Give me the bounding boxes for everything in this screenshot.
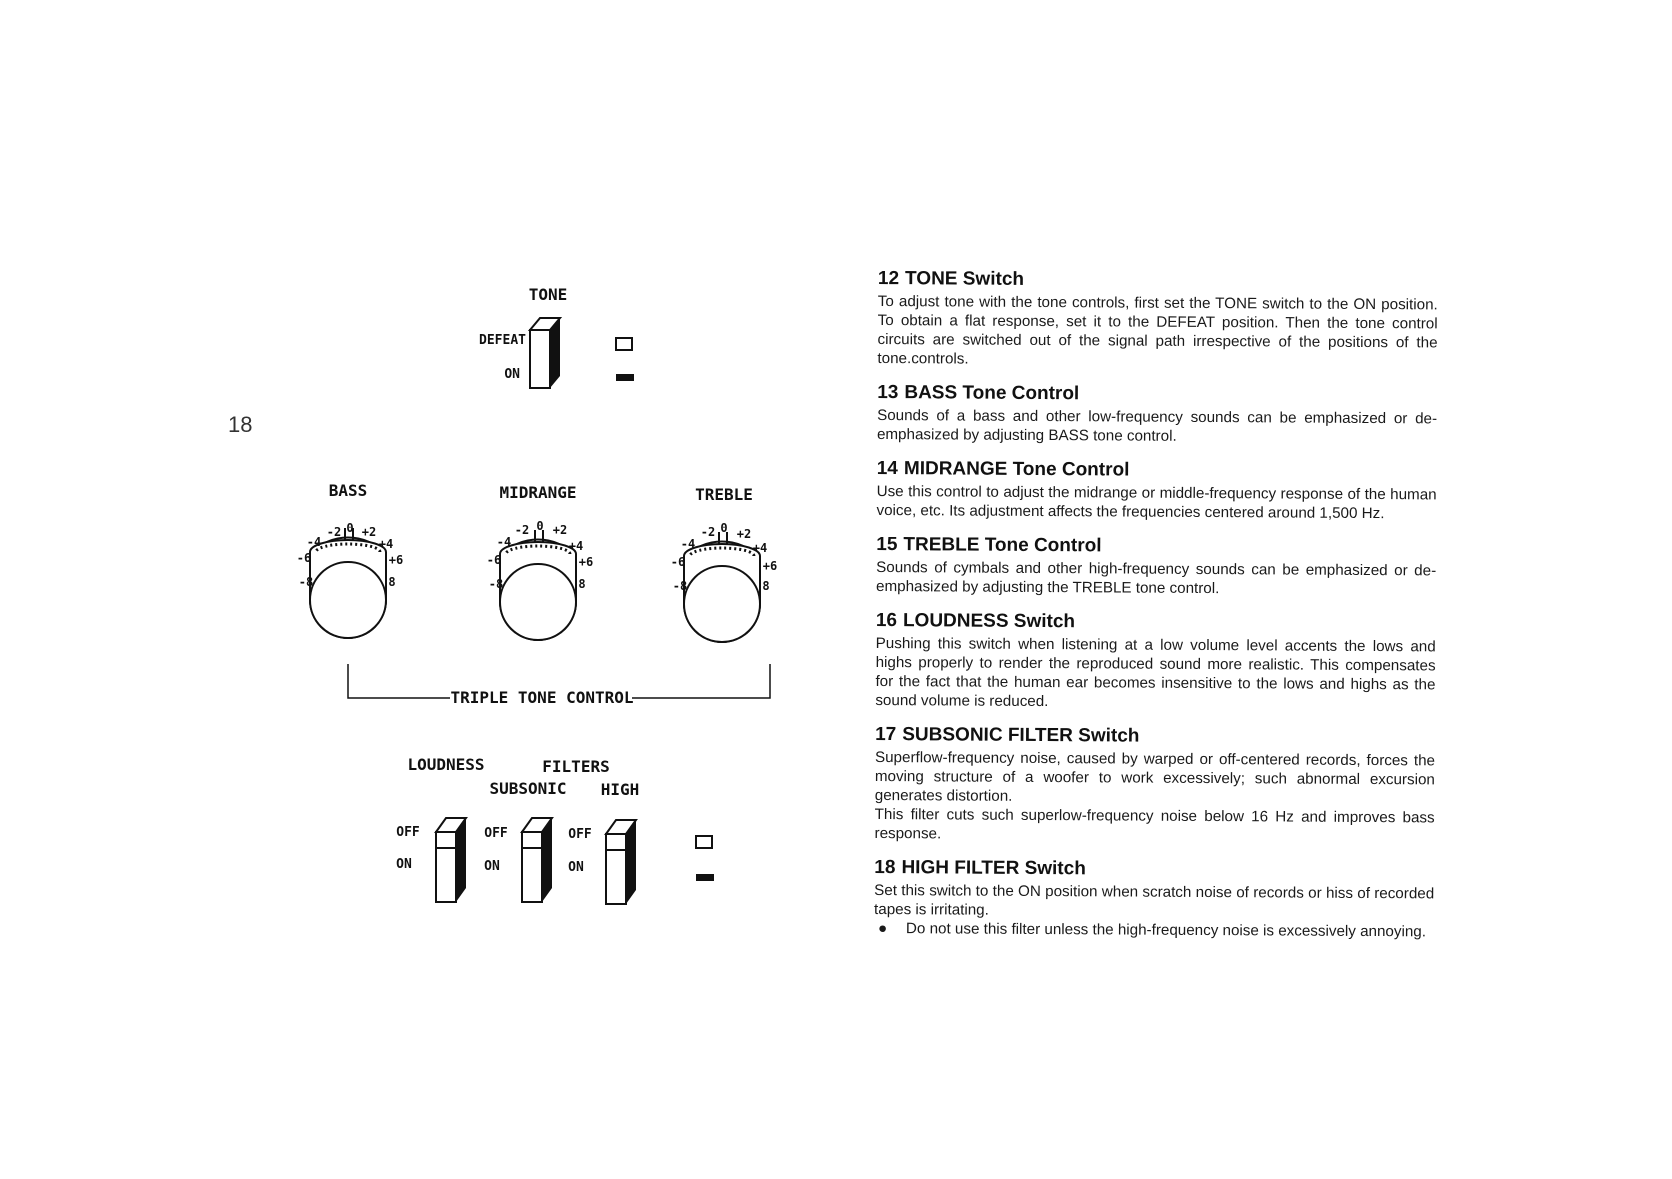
bass-knob[interactable] bbox=[310, 528, 386, 638]
section-number: 17 bbox=[875, 723, 897, 746]
midrange-tick-8: 8 bbox=[578, 577, 586, 591]
midrange-tick-minus8: -8 bbox=[488, 577, 504, 591]
midrange-tick-minus6: -6 bbox=[486, 553, 502, 567]
bass-tick-minus2: -2 bbox=[326, 525, 342, 539]
midrange-knob[interactable] bbox=[500, 530, 576, 640]
section-heading: MIDRANGE Tone Control bbox=[903, 458, 1130, 481]
midrange-tick-plus2: +2 bbox=[552, 523, 568, 537]
section-high-filter-switch bbox=[874, 857, 1434, 941]
midrange-tick-minus4: -4 bbox=[496, 535, 512, 549]
high-on-label: ON bbox=[568, 860, 584, 875]
bass-tick-minus4: -4 bbox=[306, 535, 322, 549]
section-subsonic-filter-switch bbox=[874, 724, 1435, 846]
section-title bbox=[876, 534, 1436, 559]
section-title bbox=[874, 857, 1434, 882]
section-heading: TONE Switch bbox=[905, 268, 1025, 290]
treble-label: TREBLE bbox=[695, 485, 753, 504]
section-heading: TREBLE Tone Control bbox=[903, 534, 1102, 557]
treble-tick-minus2: -2 bbox=[700, 525, 716, 539]
bass-tick-0: 0 bbox=[346, 521, 354, 535]
section-heading: HIGH FILTER Switch bbox=[901, 857, 1086, 880]
section-tone-switch bbox=[877, 268, 1438, 371]
section-title bbox=[877, 458, 1437, 483]
bullet-item bbox=[874, 919, 1434, 941]
bullet-icon: ● bbox=[877, 920, 888, 938]
high-off-label: OFF bbox=[568, 827, 592, 842]
bass-tick-plus6: +6 bbox=[388, 553, 404, 567]
section-number: 15 bbox=[876, 533, 898, 556]
section-number: 14 bbox=[876, 457, 898, 480]
section-number: 18 bbox=[874, 856, 896, 879]
subsonic-on-label: ON bbox=[484, 859, 500, 874]
defeat-indicator-icon bbox=[616, 338, 632, 350]
tone-title: TONE bbox=[528, 285, 568, 304]
tone-defeat-label: DEFEAT bbox=[479, 333, 526, 348]
bass-tick-plus2: +2 bbox=[361, 525, 377, 539]
section-paragraph: Use this control to adjust the midrange or middle-frequency response of the human voice, etc. Its adjustment affects the frequencies centered around 1,500 Hz. bbox=[876, 482, 1437, 523]
section-treble-tone-control bbox=[876, 534, 1436, 599]
section-title bbox=[876, 610, 1436, 635]
treble-tick-plus2: +2 bbox=[736, 527, 752, 541]
section-number: 13 bbox=[877, 381, 899, 404]
bass-tick-8: 8 bbox=[388, 575, 396, 589]
section-title bbox=[875, 724, 1435, 749]
treble-tick-minus8: -8 bbox=[672, 579, 688, 593]
subsonic-switch[interactable] bbox=[522, 818, 552, 902]
loudness-off-label: OFF bbox=[396, 825, 420, 840]
bass-tick-minus8: -8 bbox=[298, 575, 314, 589]
section-number: 16 bbox=[875, 609, 898, 632]
section-title bbox=[877, 382, 1437, 407]
loudness-label: LOUDNESS bbox=[407, 755, 485, 774]
midrange-tick-0: 0 bbox=[536, 519, 544, 533]
tone-on-label: ON bbox=[504, 367, 520, 382]
triple-tone-label: TRIPLE TONE CONTROL bbox=[450, 688, 634, 707]
subsonic-off-label: OFF bbox=[484, 826, 508, 841]
midrange-tick-minus2: -2 bbox=[514, 523, 530, 537]
section-midrange-tone-control bbox=[876, 458, 1436, 523]
loudness-on-label: ON bbox=[396, 857, 412, 872]
treble-tick-minus4: -4 bbox=[680, 537, 696, 551]
treble-tick-minus6: -6 bbox=[670, 555, 686, 569]
section-paragraph: Superflow-frequency noise, caused by warped or off-centered records, forces the moving structure of a woofer to work excessively; such abnormal excursion generates distortion. bbox=[874, 748, 1436, 805]
section-number: 12 bbox=[877, 268, 900, 290]
section-paragraph: Pushing this switch when listening at a low volume level accents the lows and highs properly to render the reproduced sound more realistic. This compensates for the fact that the human ear becomes insensitive to the lows and highs as the sound volume is reduced. bbox=[875, 634, 1436, 711]
page-number: 18 bbox=[228, 412, 253, 437]
treble-knob[interactable] bbox=[684, 532, 760, 642]
treble-tick-0: 0 bbox=[720, 521, 728, 535]
section-paragraph: Sounds of a bass and other low-frequency sounds can be emphasized or de-emphasized by adjusting BASS tone control. bbox=[876, 406, 1438, 445]
section-paragraph: To adjust tone with the tone controls, first set the TONE switch to the ON position. To obtain a flat response, set it to the DEFEAT position. Then the tone control circuits are switched out of the signal path irrespective of the positions of the tone.controls. bbox=[877, 292, 1438, 368]
bracket-right bbox=[632, 664, 770, 698]
midrange-tick-plus6: +6 bbox=[578, 555, 594, 569]
bracket-left bbox=[348, 664, 450, 698]
loudness-switch[interactable] bbox=[436, 818, 466, 902]
section-paragraph: Set this switch to the ON position when scratch noise of records or hiss of recorded tapes is irritating. bbox=[874, 881, 1435, 919]
section-paragraph: This filter cuts such superlow-frequency noise below 16 Hz and improves bass response. bbox=[874, 805, 1435, 843]
section-heading: SUBSONIC FILTER Switch bbox=[902, 724, 1140, 747]
midrange-label: MIDRANGE bbox=[499, 483, 577, 502]
section-loudness-switch bbox=[875, 610, 1436, 713]
tone-switch[interactable] bbox=[530, 318, 560, 388]
section-heading: BASS Tone Control bbox=[904, 382, 1080, 405]
high-label: HIGH bbox=[600, 780, 640, 799]
filter-off-indicator-icon bbox=[696, 836, 712, 848]
control-panel-diagram bbox=[296, 270, 860, 910]
midrange-tick-plus4: +4 bbox=[568, 539, 584, 553]
treble-tick-8: 8 bbox=[762, 579, 770, 593]
section-paragraph: Sounds of cymbals and other high-frequency sounds can be emphasized or de-emphasized by adjusting the TREBLE tone control. bbox=[876, 558, 1437, 598]
bass-label: BASS bbox=[328, 481, 368, 500]
bass-tick-minus6: -6 bbox=[296, 551, 312, 565]
filter-on-indicator-icon bbox=[696, 874, 714, 881]
treble-tick-plus6: +6 bbox=[762, 559, 778, 573]
control-panel-svg bbox=[296, 270, 860, 910]
bass-tick-plus4: +4 bbox=[378, 537, 394, 551]
section-heading: LOUDNESS Switch bbox=[902, 610, 1076, 633]
section-title bbox=[878, 268, 1438, 293]
treble-tick-plus4: +4 bbox=[752, 541, 768, 555]
on-indicator-icon bbox=[616, 374, 634, 381]
high-filter-switch[interactable] bbox=[606, 820, 636, 904]
description-column bbox=[874, 268, 1438, 955]
filters-label: FILTERS bbox=[542, 757, 610, 776]
section-bass-tone-control bbox=[877, 382, 1437, 447]
subsonic-label: SUBSONIC bbox=[489, 779, 567, 798]
bullet-text: Do not use this filter unless the high-frequency noise is excessively annoying. bbox=[905, 920, 1427, 941]
